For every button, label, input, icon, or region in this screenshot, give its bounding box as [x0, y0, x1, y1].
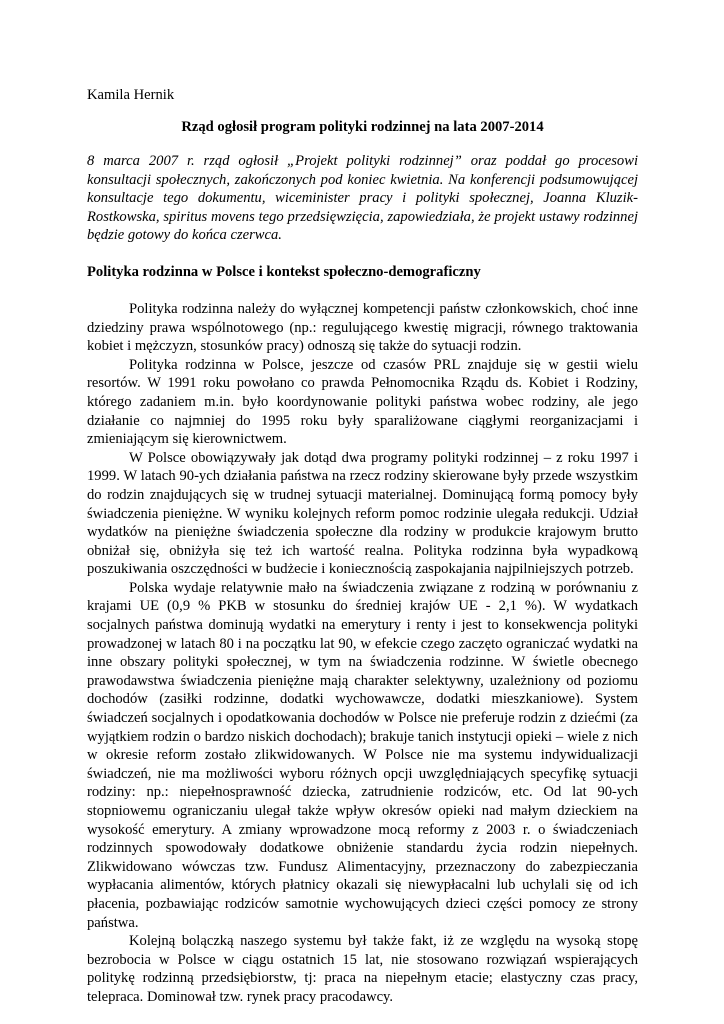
body-paragraph: Polska wydaje relatywnie mało na świadczenia związane z rodziną w porównaniu z krajami UE (0,9 % PKB w stosunku do średniej krajów UE - 2,1 %). W wydatkach socjalnych państwa dominują wydatki na emerytury i renty i jest to konsekwencja polityki prowadzonej w latach 80 i na początku lat 90, w efekcie czego zaczęto ograniczać wydatki na inne obszary polityki społecznej, w tym na świadczenia rodzinne. W świetle obecnego prawodawstwa świadczenia pieniężne mają charakter selektywny, uzależniony od poziomu dochodów (zasiłki rodzinne, dodatki wychowawcze, dodatki mieszkaniowe). System świadczeń socjalnych i opodatkowania dochodów w Polsce nie preferuje rodzin z dziećmi (za wyjątkiem rodzin o bardzo niskich dochodach); brakuje tanich instytucji opieki – wiele z nich w okresie reform zostało zlikwidowanych. W Polsce nie ma systemu indywidualizacji świadczeń, nie ma możliwości wyboru różnych opcji uwzględniających specyfikę sytuacji rodziny: np.: niepełnosprawność dziecka, zatrudnienie rodziców, etc. Od lat 90-ych stopniowemu ograniczaniu ulegał także wpływ okresów opieki nad małym dzieckiem na wysokość emerytury. A zmiany wprowadzone mocą reformy z 2003 r. o świadczeniach rodzinnych spowodowały dodatkowe obniżenie standardu życia rodzin niepełnych. Zlikwidowano wówczas tzw. Fundusz Alimentacyjny, przeznaczony do zabezpieczania wypłacania alimentów, których płatnicy okazali się niewypłacalni lub uchylali się od ich płacenia, pozbawiając rodziców samotnie wychowujących dzieci części pomocy ze strony państwa.: [87, 579, 638, 931]
body-paragraph: W Polsce obowiązywały jak dotąd dwa programy polityki rodzinnej – z roku 1997 i 1999. W latach 90-ych działania państwa na rzecz rodziny skierowane były przede wszystkim do rodzin znajdujących się w trudnej sytuacji materialnej. Dominującą formą pomocy były świadczenia pieniężne. W wyniku kolejnych reform pomoc rodzinie ulegała redukcji. Udział wydatków na pieniężne świadczenia społeczne dla rodziny w produkcie krajowym brutto obniżał się, obniżyła się też ich wartość realna. Polityka rodzinna była wypadkową poszukiwania oszczędności w budżecie i koniecznością zaspokajania najpilniejszych potrzeb.: [87, 449, 638, 578]
lead-paragraph: 8 marca 2007 r. rząd ogłosił „Projekt polityki rodzinnej” oraz poddał go procesowi konsultacji społecznych, zakończonych pod koniec kwietnia. Na konferencji podsumowującej konsultacje tego dokumentu, wiceminister pracy i polityki społecznej, Joanna Kluzik-Rostkowska, spiritus movens tego przedsięwzięcia, zapowiedziała, że projekt ustawy rodzinnej będzie gotowy do końca czerwca.: [87, 153, 638, 244]
author-name: Kamila Hernik: [87, 87, 175, 103]
section-heading: Polityka rodzinna w Polsce i kontekst społeczno-demograficzny: [87, 263, 481, 280]
body-paragraph: Polityka rodzinna w Polsce, jeszcze od czasów PRL znajduje się w gestii wielu resortów. W 1991 roku powołano co prawda Pełnomocnika Rządu ds. Kobiet i Rodziny, którego zadaniem m.in. było koordynowanie polityki państwa wobec rodziny, ale jego działanie co najmniej do 1995 roku były sparaliżowane ciągłymi reorganizacjami i zmieniającym się kierownictwem.: [87, 356, 638, 448]
body-paragraph: Polityka rodzinna należy do wyłącznej kompetencji państw członkowskich, choć inne dziedziny prawa wspólnotowego (np.: regulującego kwestię migracji, równego traktowania kobiet i mężczyzn, stosunków pracy) odnoszą się także do sytuacji rodzin.: [87, 300, 638, 355]
article-title: Rząd ogłosił program polityki rodzinnej na lata 2007-2014: [181, 119, 544, 135]
body-paragraph: Kolejną bolączką naszego systemu był także fakt, iż ze względu na wysoką stopę bezrobocia w Polsce w ciągu ostatnich 15 lat, nie stosowano rozwiązań wspierających politykę rodzinną przedsiębiorstw, tj: praca na niepełnym etacie; elastyczny czas pracy, telepraca. Dominował tzw. rynek pracy pracodawcy.: [87, 933, 638, 1005]
